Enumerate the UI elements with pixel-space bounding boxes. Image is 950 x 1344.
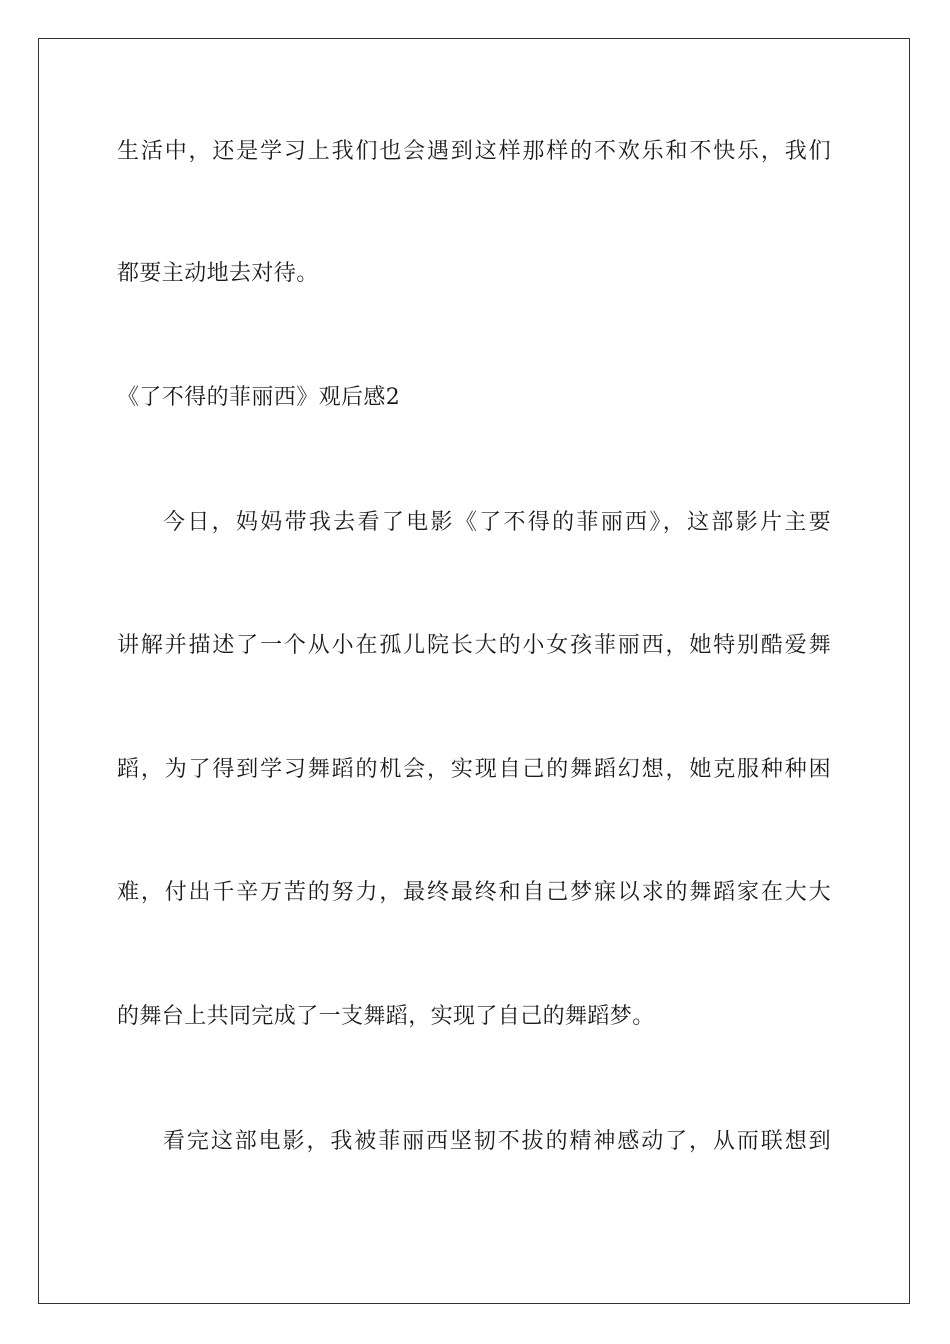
text-line-1: 生活中，还是学习上我们也会遇到这样那样的不欢乐和不快乐，我们 bbox=[117, 139, 831, 164]
paragraph-1-line-4: 难，付出千辛万苦的努力，最终最终和自己梦寐以求的舞蹈家在大大 bbox=[117, 880, 831, 905]
section-heading: 《了不得的菲丽西》观后感2 bbox=[117, 385, 401, 410]
text-line-2: 都要主动地去对待。 bbox=[117, 261, 319, 286]
page-border bbox=[38, 38, 910, 1304]
paragraph-1-line-1: 今日，妈妈带我去看了电影《了不得的菲丽西》，这部影片主要 bbox=[163, 510, 831, 535]
paragraph-1-line-3: 蹈，为了得到学习舞蹈的机会，实现自己的舞蹈幻想，她克服种种困 bbox=[117, 757, 831, 782]
paragraph-1-line-5: 的舞台上共同完成了一支舞蹈，实现了自己的舞蹈梦。 bbox=[117, 1004, 655, 1029]
paragraph-2-line-1: 看完这部电影，我被菲丽西坚韧不拔的精神感动了，从而联想到 bbox=[163, 1129, 831, 1154]
paragraph-1-line-2: 讲解并描述了一个从小在孤儿院长大的小女孩菲丽西，她特别酷爱舞 bbox=[117, 633, 831, 658]
